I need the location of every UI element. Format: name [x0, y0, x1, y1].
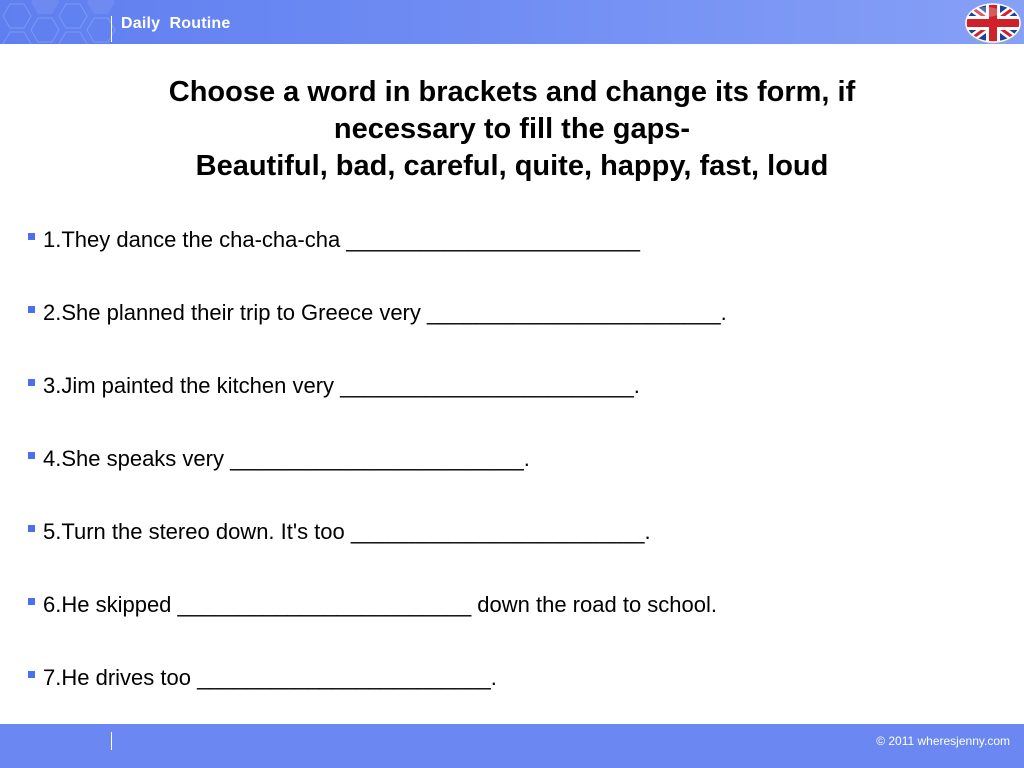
bullet-icon	[28, 306, 35, 313]
exercise-text: 7.He drives too ________________________.	[43, 665, 497, 690]
exercise-item-5	[28, 514, 727, 587]
page-title	[40, 74, 984, 185]
bullet-icon	[28, 671, 35, 678]
exercise-text: 1.They dance the cha-cha-cha ________________________	[43, 227, 640, 252]
exercise-text: 5.Turn the stereo down. It's too ________________________.	[43, 519, 651, 544]
footer-copyright: © 2011 wheresjenny.com	[876, 734, 1010, 748]
exercise-text: 6.He skipped ________________________ down the road to school.	[43, 592, 717, 617]
header-bar	[0, 0, 1024, 44]
header-title: Daily Routine	[121, 15, 231, 32]
title-line-3: Beautiful, bad, careful, quite, happy, fast, loud	[195, 150, 829, 182]
exercise-item-3	[28, 368, 727, 441]
bullet-icon	[28, 452, 35, 459]
exercise-list	[28, 222, 727, 733]
bullet-icon	[28, 379, 35, 386]
exercise-item-7	[28, 660, 727, 733]
exercise-item-1	[28, 222, 727, 295]
exercise-item-6	[28, 587, 727, 660]
bullet-icon	[28, 233, 35, 240]
exercise-text: 4.She speaks very ________________________.	[43, 446, 530, 471]
bullet-icon	[28, 525, 35, 532]
exercise-item-4	[28, 441, 727, 514]
header-divider	[111, 16, 112, 42]
exercise-text: 3.Jim painted the kitchen very ________________________.	[43, 373, 640, 398]
union-jack-flag-icon	[964, 2, 1022, 44]
bullet-icon	[28, 598, 35, 605]
footer-bar	[0, 724, 1024, 768]
title-line-2: necessary to fill the gaps-	[333, 113, 691, 145]
exercise-text: 2.She planned their trip to Greece very ________________________.	[43, 300, 727, 325]
exercise-item-2	[28, 295, 727, 368]
title-line-1: Choose a word in brackets and change its form, if	[168, 76, 856, 108]
footer-divider	[111, 732, 112, 750]
